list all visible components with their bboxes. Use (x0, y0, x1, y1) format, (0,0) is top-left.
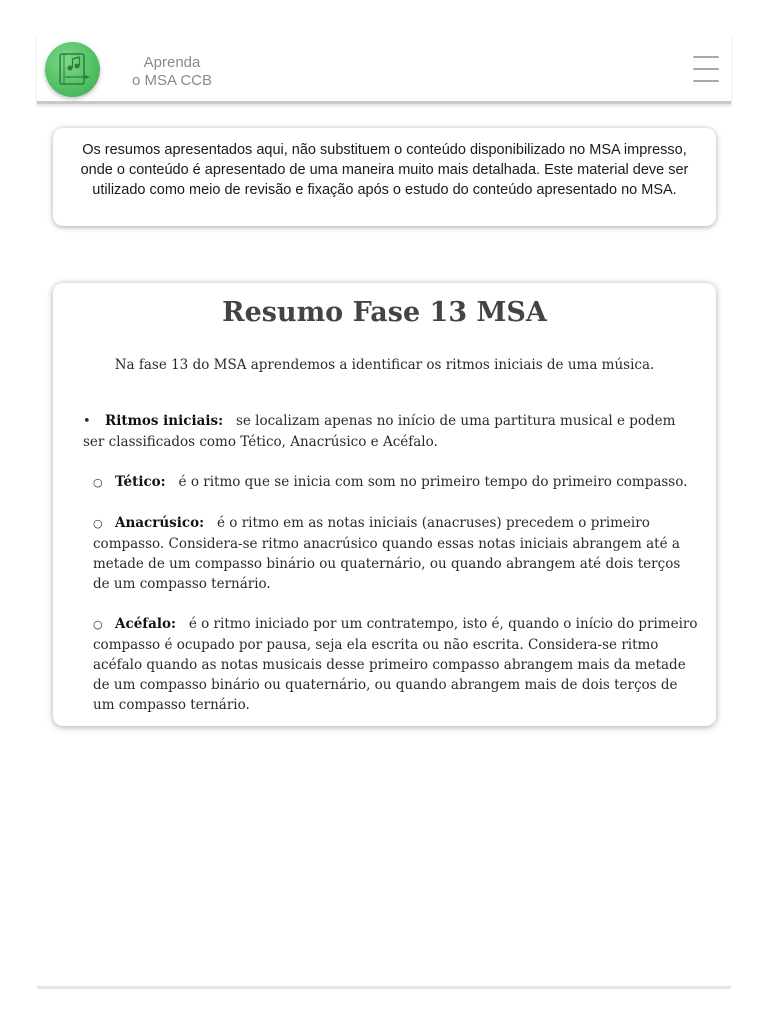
item-term: Acéfalo: (115, 616, 176, 632)
list-item-ritmos-iniciais (83, 411, 698, 452)
summary-card (53, 283, 716, 726)
menu-bar (693, 68, 719, 70)
list-item-tetico (93, 472, 698, 493)
list-item-acefalo (93, 614, 698, 715)
bullet-circle-icon: ○ (93, 618, 103, 631)
summary-title: Resumo Fase 13 MSA (222, 297, 547, 328)
brand-title[interactable] (122, 54, 222, 90)
brand-line-2: o MSA CCB (131, 72, 213, 89)
item-term: Anacrúsico: (115, 515, 205, 531)
menu-bar (693, 80, 719, 82)
item-term: Ritmos iniciais: (105, 413, 224, 429)
footer-divider (37, 986, 731, 989)
list-item-anacrusico (93, 513, 698, 594)
music-notebook-icon[interactable] (45, 42, 100, 97)
hamburger-menu-icon[interactable] (693, 56, 719, 82)
item-text: é o ritmo iniciado por um contratempo, isto é, quando o início do primeiro compasso é ocupado por pausa, seja ela escrita ou não escrita. Considera-se ritmo acéfalo quando as notas musicais desse primeiro compasso abrangem mais da metade de um compasso binário ou quaternário, ou quando abrangem mais de dois terços de um compasso ternário. (93, 616, 698, 713)
bullet-circle-icon: ○ (93, 517, 103, 530)
bullet-disc-icon: • (83, 414, 91, 429)
summary-intro: Na fase 13 do MSA aprendemos a identificar os ritmos iniciais de uma música. (114, 357, 655, 373)
bullet-circle-icon: ○ (93, 476, 103, 489)
app-header (37, 34, 731, 104)
item-term: Tético: (115, 474, 166, 490)
disclaimer-text: Os resumos apresentados aqui, não substituem o conteúdo disponibilizado no MSA impresso, onde o conteúdo é apresentado de uma maneira muito mais detalhada. Este material deve ser utilizado como meio de revisão e fixação após o estudo do conteúdo apresentado no MSA. (80, 142, 689, 198)
item-text: se localizam apenas no início de uma partitura musical e podem ser classificados como Tético, Anacrúsico e Acéfalo. (83, 413, 676, 450)
item-text: é o ritmo que se inicia com som no primeiro tempo do primeiro compasso. (178, 474, 688, 490)
item-text: é o ritmo em as notas iniciais (anacruses) precedem o primeiro compasso. Considera-se ritmo anacrúsico quando essas notas iniciais abrangem até a metade de um compasso binário ou quaternário, ou quando abrangem até dois terços de um compasso ternário. (93, 515, 681, 592)
brand-line-1: Aprenda (143, 54, 201, 71)
menu-bar (693, 56, 719, 58)
disclaimer-card (53, 128, 716, 226)
